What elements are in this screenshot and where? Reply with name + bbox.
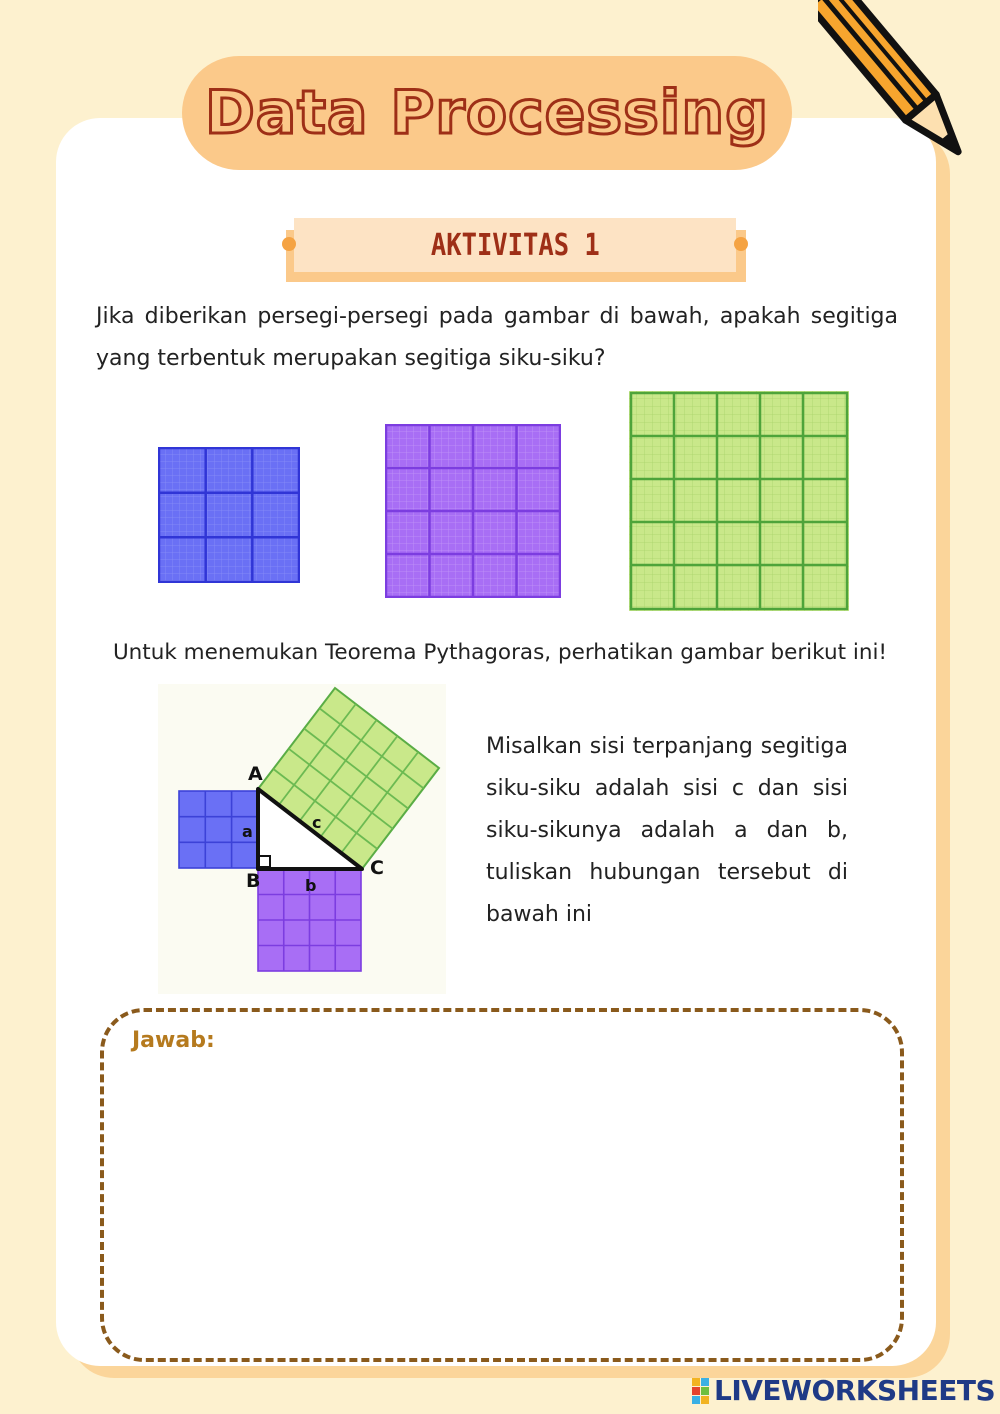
banner-dot-right	[734, 237, 748, 251]
pythagoras-diagram	[158, 684, 446, 994]
answer-label: Jawab:	[132, 1028, 215, 1053]
page-title: Data Processing	[204, 78, 770, 148]
pythagoras-figure	[158, 684, 446, 994]
vertex-a-label: A	[248, 763, 263, 785]
side-c-label: c	[312, 813, 322, 832]
side-explanation-text: Misalkan sisi terpanjang segitiga siku-siku adalah sisi c dan sisi siku-sikunya adalah a dan b, tuliskan hubungan tersebut di bawah ini	[486, 734, 848, 927]
liveworksheets-logo-icon	[692, 1376, 710, 1406]
activity-banner	[294, 218, 736, 272]
logo-text: LIVEWORKSHEETS	[714, 1374, 996, 1407]
instruction-text: Untuk menemukan Teorema Pythagoras, perhatikan gambar berikut ini!	[112, 640, 888, 665]
purple-square-4x4	[385, 424, 561, 598]
question-text: Jika diberikan persegi-persegi pada gambar di bawah, apakah segitiga yang terbentuk merupakan segitiga siku-siku?	[96, 304, 898, 371]
banner-dot-left	[282, 237, 296, 251]
side-b-label: b	[305, 876, 317, 895]
answer-box[interactable]	[100, 1008, 904, 1362]
title-banner	[182, 56, 792, 170]
activity-label: AKTIVITAS 1	[430, 227, 600, 263]
green-square-5x5	[628, 390, 850, 612]
liveworksheets-logo	[692, 1374, 995, 1407]
blue-square-3x3	[158, 447, 300, 583]
side-a-label: a	[242, 822, 253, 841]
pencil-icon	[818, 0, 1000, 182]
vertex-c-label: C	[370, 857, 384, 879]
vertex-b-label: B	[246, 870, 261, 892]
